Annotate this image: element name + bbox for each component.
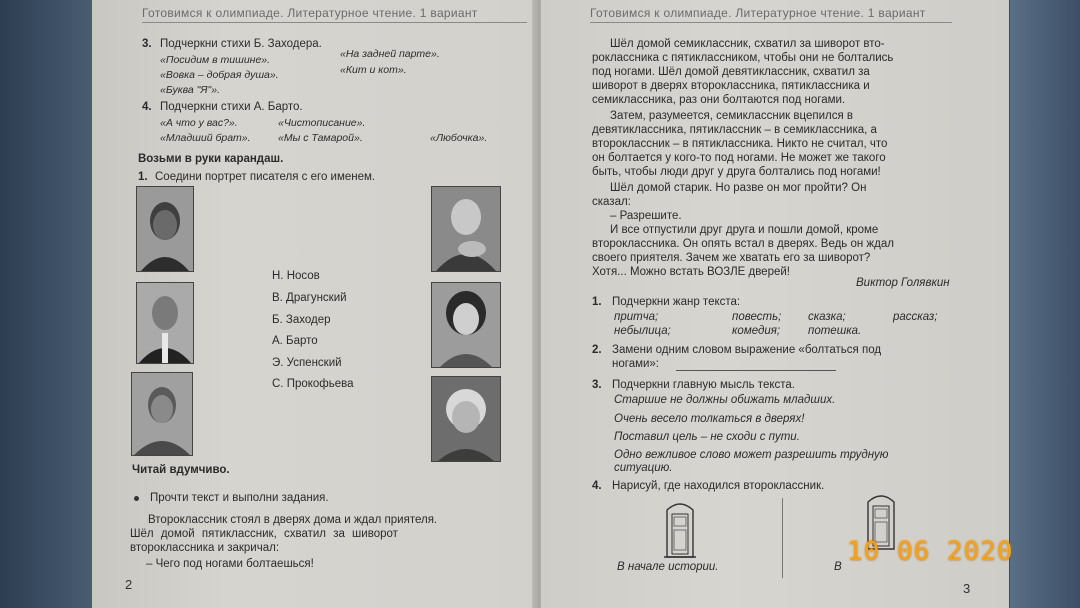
q1-number: 1. — [592, 296, 602, 308]
genre-option: притча; — [614, 311, 659, 323]
answer-line — [676, 370, 836, 371]
task3-number: 3. — [142, 38, 152, 50]
writer-name: В. Драгунский — [272, 292, 347, 304]
story-line: Второклассник стоял в дверях дома и ждал приятеля. — [148, 514, 438, 526]
q3-number: 3. — [592, 379, 602, 391]
bullet-text: Прочти текст и выполни задания. — [150, 492, 329, 504]
task4-item: «А что у вас?». — [160, 117, 238, 129]
writer-name: С. Прокофьева — [272, 378, 354, 390]
writer-name: Б. Заходер — [272, 314, 331, 326]
writer-name: А. Барто — [272, 335, 318, 347]
bullet-icon — [134, 496, 139, 501]
genre-option: потешка. — [808, 325, 862, 337]
q4-text: Нарисуй, где находился второклассник. — [612, 480, 825, 492]
task1-number: 1. — [138, 171, 148, 183]
task3-item: «Кит и кот». — [340, 64, 407, 76]
drawing-caption-right: В — [834, 561, 842, 573]
section-read-heading: Читай вдумчиво. — [132, 464, 230, 476]
story-line: И все отпустили друг друга и пошли домой, кроме — [610, 224, 879, 236]
writer-portrait-3 — [131, 372, 193, 456]
q2-number: 2. — [592, 344, 602, 356]
story-line: Шёл домой пятиклассник, схватил за шиворот — [130, 528, 398, 540]
writer-portrait-5 — [431, 282, 501, 368]
task4-number: 4. — [142, 101, 152, 113]
story-line: быть, чтобы люди друг у друга болтались под ногами! — [592, 166, 881, 178]
story-line: Затем, разумеется, семиклассник вцепился в — [610, 110, 854, 122]
task4-item: «Мы с Тамарой». — [278, 132, 363, 144]
story-line: – Чего под ногами болтаешься! — [146, 558, 314, 570]
right-page-header: Готовимся к олимпиаде. Литературное чтение. 1 вариант — [590, 6, 952, 23]
story-line: роклассника с пятиклассником, чтобы они не болтались — [592, 52, 894, 64]
writer-portrait-2 — [136, 282, 194, 364]
date-stamp: 10 06 2020 — [847, 537, 1014, 567]
idea-option: Поставил цель – не сходи с пути. — [614, 431, 800, 443]
task3-item: «Буква "Я"». — [160, 84, 221, 96]
door-icon — [664, 500, 696, 558]
desk-background-right — [1010, 0, 1080, 608]
story-line: он болтается у кого-то под ногами. Не может же такого — [592, 152, 886, 164]
left-page-number: 2 — [125, 577, 133, 592]
writer-portrait-1 — [136, 186, 194, 272]
drawing-caption-left: В начале истории. — [617, 561, 719, 573]
story-author: Виктор Голявкин — [856, 277, 950, 289]
story-line: Хотя... Можно встать ВОЗЛЕ дверей! — [592, 266, 790, 278]
story-line: второклассника и закричал: — [130, 542, 280, 554]
idea-option: Одно вежливое слово может разрешить трудную — [614, 449, 889, 461]
story-line: шиворот в дверях второклассника, пятиклассника и — [592, 80, 870, 92]
story-line: девятиклассника, пятиклассник – в семиклассника, а — [592, 124, 877, 136]
story-line: под ногами. Шёл домой девятиклассник, схватил за — [592, 66, 870, 78]
story-line: – Разрешите. — [610, 210, 682, 222]
task1-text: Соедини портрет писателя с его именем. — [155, 171, 376, 183]
story-line: Шёл домой старик. Но разве он мог пройти? Он — [610, 182, 867, 194]
idea-option: Очень весело толкаться в дверях! — [614, 413, 805, 425]
q2-text: ногами»: — [612, 358, 660, 370]
writer-portrait-6 — [431, 376, 501, 462]
desk-background-left — [0, 0, 95, 608]
genre-option: комедия; — [732, 325, 781, 337]
right-page-number: 3 — [963, 581, 971, 596]
story-line: второклассник – в пятиклассника. Никто не считал, что — [592, 138, 888, 150]
story-line: Шёл домой семиклассник, схватил за шиворот вто- — [610, 38, 885, 50]
genre-option: повесть; — [732, 311, 782, 323]
q1-text: Подчеркни жанр текста: — [612, 296, 741, 308]
story-line: своего приятеля. Зачем же хватать его за шиворот? — [592, 252, 871, 264]
q3-text: Подчеркни главную мысль текста. — [612, 379, 795, 391]
story-line: сказал: — [592, 196, 631, 208]
writer-name: Э. Успенский — [272, 357, 342, 369]
task4-item: «Чистописание». — [278, 117, 366, 129]
task3-item: «Вовка – добрая душа». — [160, 69, 279, 81]
task4-item: «Младший брат». — [160, 132, 251, 144]
q4-number: 4. — [592, 480, 602, 492]
task3-item: «Посидим в тишине». — [160, 54, 271, 66]
writer-portrait-4 — [431, 186, 501, 272]
genre-option: сказка; — [808, 311, 846, 323]
idea-option: Старшие не должны обижать младших. — [614, 394, 836, 406]
story-line: второклассника. Он опять встал в дверях. Ведь он ждал — [592, 238, 894, 250]
task3-item: «На задней парте». — [340, 48, 440, 60]
genre-option: рассказ; — [893, 311, 938, 323]
left-page-header: Готовимся к олимпиаде. Литературное чтение. 1 вариант — [142, 6, 527, 23]
drawing-divider — [782, 498, 783, 578]
writer-name: Н. Носов — [272, 270, 320, 282]
task4-text: Подчеркни стихи А. Барто. — [160, 101, 303, 113]
task4-item: «Любочка». — [430, 132, 488, 144]
genre-option: небылица; — [614, 325, 671, 337]
section-pencil-heading: Возьми в руки карандаш. — [138, 153, 284, 165]
story-line: семиклассника, раз они болтаются под ногами. — [592, 94, 846, 106]
q2-text: Замени одним словом выражение «болтаться под — [612, 344, 882, 356]
idea-option: ситуацию. — [614, 462, 673, 474]
task3-text: Подчеркни стихи Б. Заходера. — [160, 38, 322, 50]
